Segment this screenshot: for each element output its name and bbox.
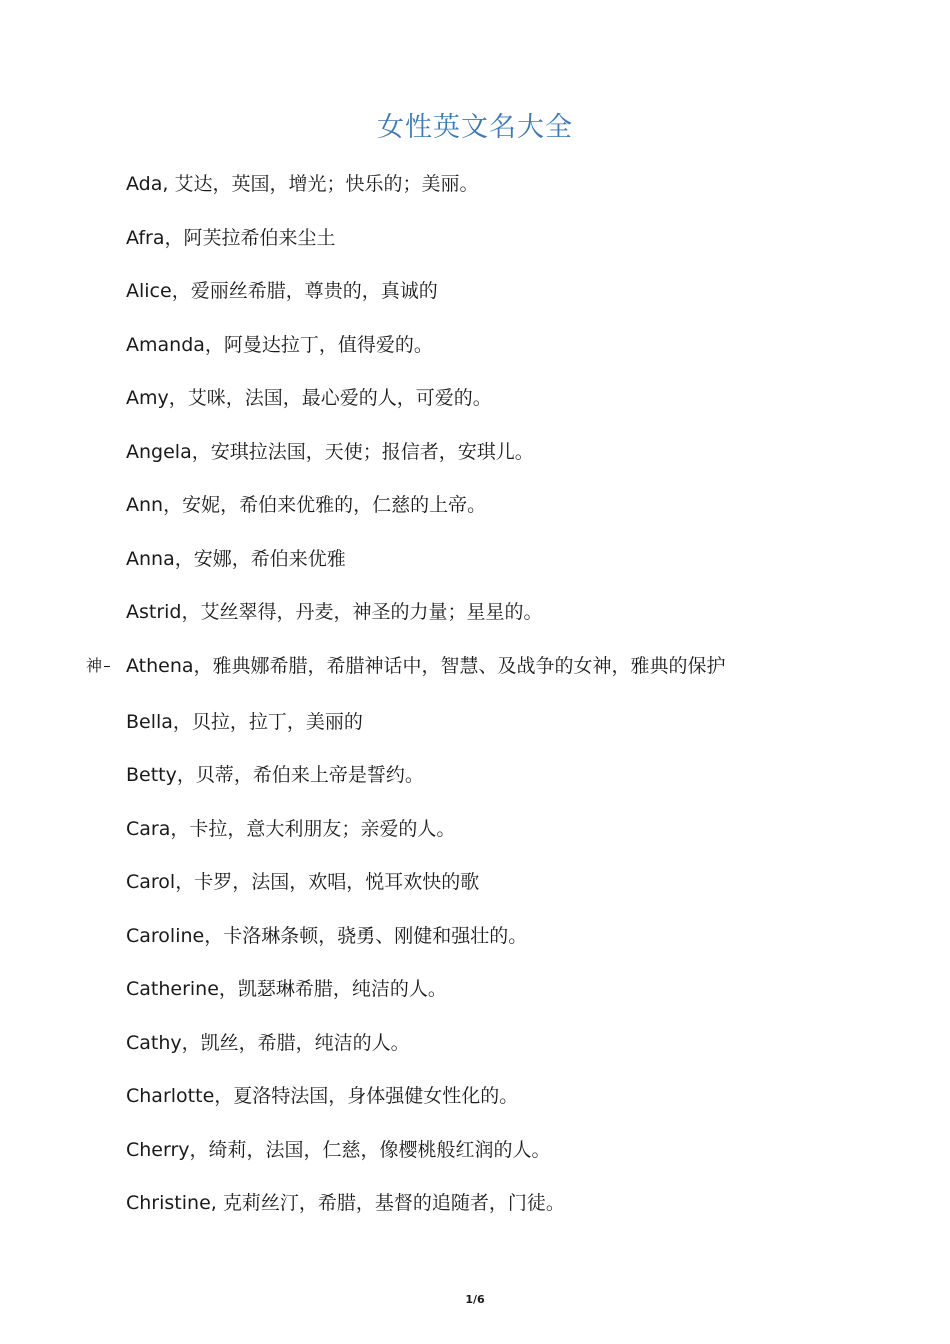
document-title: 女性英文名大全 (377, 112, 573, 143)
list-item: Charlotte，夏洛特法国，身体强健女性化的。 (126, 1085, 519, 1107)
wrapped-text-fragment (86, 656, 110, 676)
list-item: Amanda，阿曼达拉丁，值得爱的。 (126, 333, 433, 356)
list-item: Carol，卡罗，法国，欢唱，悦耳欢快的歌 (126, 871, 480, 893)
list-item: Cherry，绮莉，法国，仁慈，像樱桃般红润的人。 (126, 1138, 551, 1161)
list-item: Betty，贝蒂，希伯来上帝是誓约。 (126, 764, 424, 786)
list-item: Catherine，凯瑟琳希腊，纯洁的人。 (126, 978, 447, 1000)
list-item: Astrid，艾丝翠得，丹麦，神圣的力量；星星的。 (126, 601, 543, 623)
list-item: Alice，爱丽丝希腊，尊贵的，真诚的 (126, 280, 438, 302)
list-item: Ada, 艾达，英国，增光；快乐的；美丽。 (126, 173, 479, 195)
list-item: Cara，卡拉，意大利朋友；亲爱的人。 (126, 817, 456, 840)
list-item: Christine, 克莉丝汀，希腊，基督的追随者，门徒。 (126, 1192, 565, 1214)
list-item: Afra，阿芙拉希伯来尘土 (126, 226, 336, 249)
name-list (126, 168, 906, 1241)
list-item: Cathy，凯丝，希腊，纯洁的人。 (126, 1031, 410, 1054)
list-item: Angela，安琪拉法国，天使；报信者，安琪儿。 (126, 440, 534, 463)
list-item: Caroline，卡洛琳条顿，骁勇、刚健和强壮的。 (126, 924, 528, 947)
wrap-underline (104, 666, 110, 667)
list-item: Athena，雅典娜希腊，希腊神话中，智慧、及战争的女神，雅典的保护 (126, 654, 726, 677)
list-item: Bella，贝拉，拉丁，美丽的 (126, 710, 363, 733)
wrapped-text-char: 神 (86, 656, 103, 675)
list-item: Ann，安妮，希伯来优雅的，仁慈的上帝。 (126, 494, 487, 516)
list-item: Amy，艾咪，法国，最心爱的人，可爱的。 (126, 387, 492, 409)
list-item: Anna，安娜，希伯来优雅 (126, 547, 346, 570)
page-number: 1/6 (465, 1293, 485, 1306)
